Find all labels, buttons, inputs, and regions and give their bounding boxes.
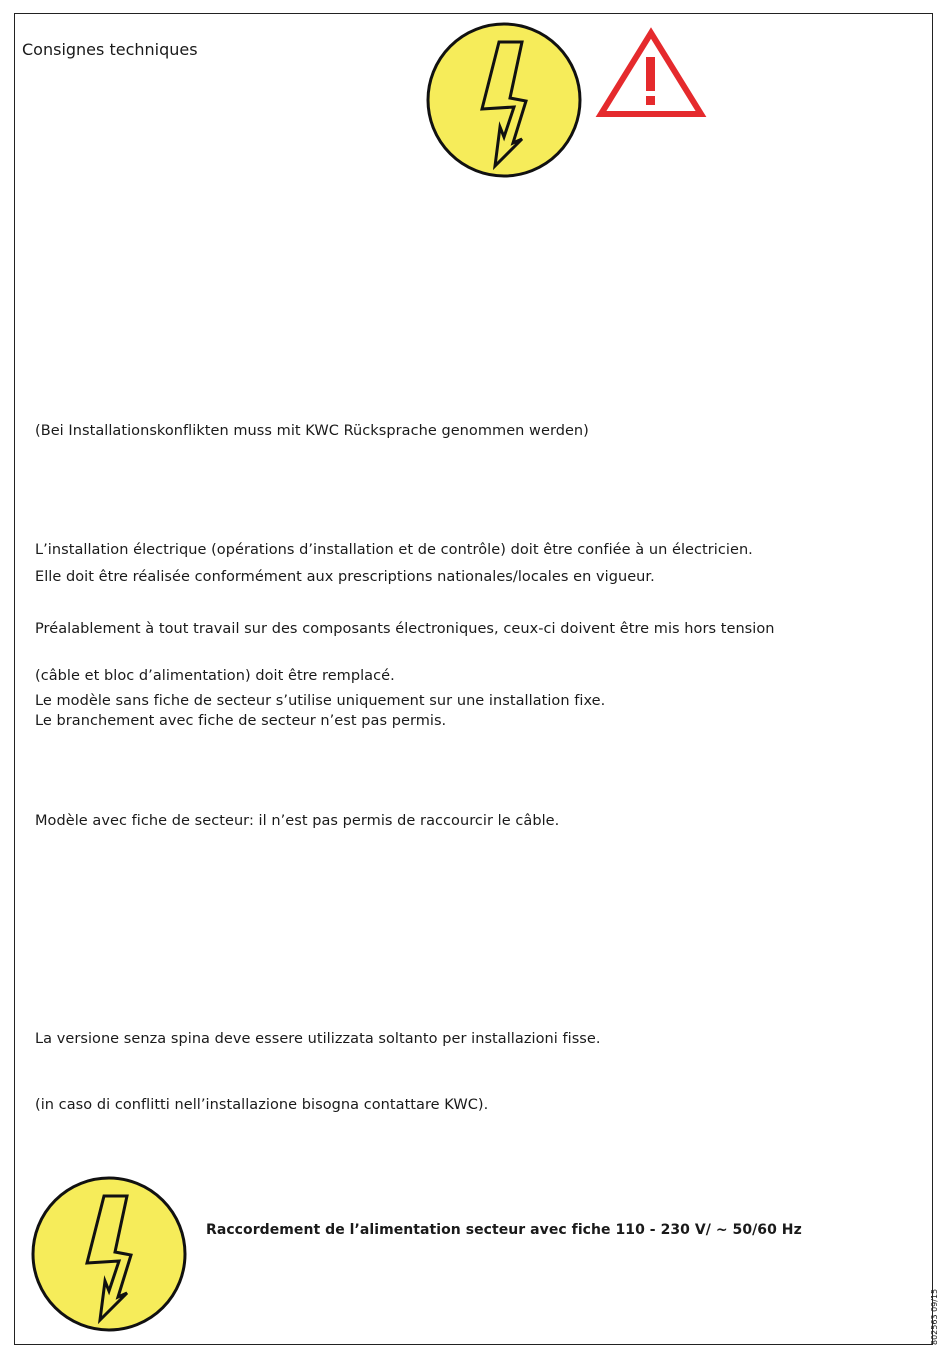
power-off-instruction: Préalablement à tout travail sur des composants électroniques, ceux-ci doivent être mis hors tension xyxy=(35,621,775,637)
kwc-conflict-note-de: (Bei Installationskonflikten muss mit KWC Rücksprache genommen werden) xyxy=(35,423,589,439)
plug-connection-note: Le branchement avec fiche de secteur n’est pas permis. xyxy=(35,713,447,729)
regulation-compliance: Elle doit être réalisée conformément aux prescriptions nationales/locales en vigueur. xyxy=(35,569,655,585)
electric-hazard-icon xyxy=(30,1175,188,1333)
page-title: Consignes techniques xyxy=(22,40,198,59)
fixed-installation-note: Le modèle sans fiche de secteur s’utilise uniquement sur une installation fixe. xyxy=(35,693,606,709)
warning-triangle-icon xyxy=(595,25,707,120)
power-connection-heading: Raccordement de l’alimentation secteur avec fiche 110 - 230 V/ ~ 50/60 Hz xyxy=(206,1222,802,1238)
electrician-requirement: L’installation électrique (opérations d’installation et de contrôle) doit être confiée à un électricien. xyxy=(35,542,753,558)
cable-shortening-note: Modèle avec fiche de secteur: il n’est pas permis de raccourcir le câble. xyxy=(35,813,560,829)
document-reference: 802563 09/15 xyxy=(930,1288,939,1345)
replace-cable-note: (câble et bloc d’alimentation) doit être remplacé. xyxy=(35,668,395,684)
electric-hazard-icon xyxy=(425,21,583,179)
fixed-installation-note-it: La versione senza spina deve essere utilizzata soltanto per installazioni fisse. xyxy=(35,1031,601,1047)
kwc-conflict-note-it: (in caso di conflitti nell’installazione bisogna contattare KWC). xyxy=(35,1097,489,1113)
